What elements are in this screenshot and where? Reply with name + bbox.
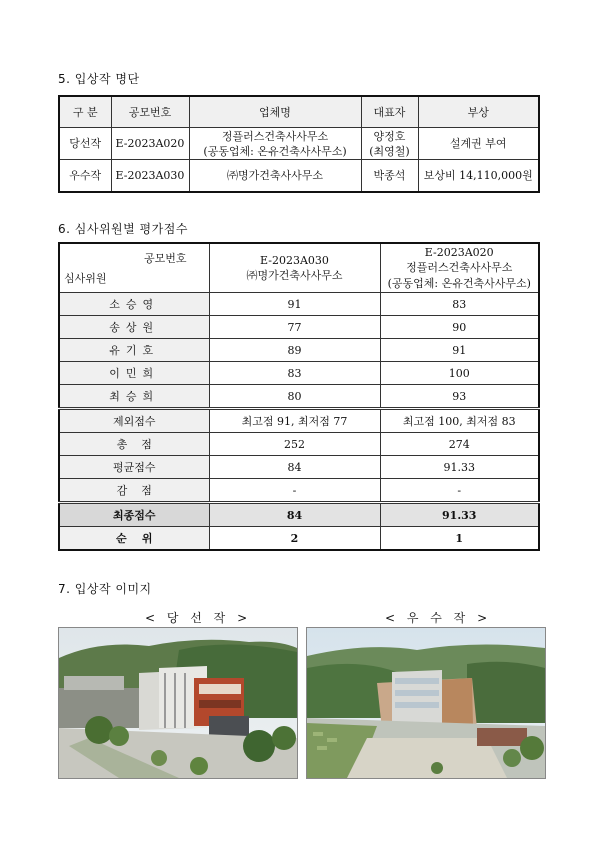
judge-name: 송상원	[59, 316, 209, 339]
section5-title: 5. 입상작 명단	[58, 72, 140, 86]
deduction-a: -	[209, 479, 380, 503]
section6-title: 6. 심사위원별 평가점수	[58, 222, 188, 236]
excluded-label: 제외점수	[59, 409, 209, 433]
excluded-row	[59, 409, 539, 433]
row-company	[189, 128, 361, 160]
row-prize: 설계권 부여	[418, 128, 539, 160]
corner-top-label: 공모번호	[143, 252, 187, 265]
rep-name: 양정호	[373, 129, 406, 143]
judge-row	[59, 339, 539, 362]
corner-header	[59, 243, 209, 293]
section7-title: 7. 입상작 이미지	[58, 582, 152, 596]
judge-row	[59, 293, 539, 316]
winner-rendering-image	[58, 627, 298, 779]
score-b: 100	[380, 362, 539, 385]
col-b-company-joint: (공동업체: 온유건축사사무소)	[387, 276, 531, 290]
total-label: 총 점	[59, 433, 209, 456]
total-a: 252	[209, 433, 380, 456]
row-category: 당선작	[59, 128, 111, 160]
table-row	[59, 160, 539, 193]
deduction-row	[59, 479, 539, 503]
judge-row	[59, 362, 539, 385]
rank-row	[59, 527, 539, 551]
row-number: E-2023A020	[111, 128, 189, 160]
judge-row	[59, 385, 539, 409]
row-representative: 박종석	[361, 160, 418, 193]
deduction-b: -	[380, 479, 539, 503]
scores-header-row	[59, 243, 539, 293]
scores-table	[58, 242, 540, 551]
corner-bottom-label: 심사위원	[64, 272, 107, 285]
average-b: 91.33	[380, 456, 539, 479]
final-label: 최종점수	[59, 503, 209, 527]
winners-table	[58, 95, 540, 193]
header-prize: 부상	[418, 96, 539, 128]
row-company: ㈜명가건축사사무소	[189, 160, 361, 193]
excellence-rendering-image	[306, 627, 546, 779]
judge-name: 소승영	[59, 293, 209, 316]
rank-b: 1	[380, 527, 539, 551]
col-a-company: ㈜명가건축사사무소	[246, 268, 343, 282]
excellence-image-caption: < 우 수 작 >	[385, 611, 492, 625]
row-number: E-2023A030	[111, 160, 189, 193]
judge-name: 최승희	[59, 385, 209, 409]
table-row	[59, 128, 539, 160]
score-b: 91	[380, 339, 539, 362]
company-name: 정플러스건축사사무소	[221, 129, 329, 143]
average-label: 평균점수	[59, 456, 209, 479]
final-row	[59, 503, 539, 527]
final-b: 91.33	[380, 503, 539, 527]
col-b-company: 정플러스건축사사무소	[406, 260, 513, 274]
score-a: 77	[209, 316, 380, 339]
rank-label: 순 위	[59, 527, 209, 551]
winner-image-caption: < 당 선 작 >	[145, 611, 252, 625]
col-b-number: E-2023A020	[424, 245, 494, 259]
col-header-a	[209, 243, 380, 293]
average-a: 84	[209, 456, 380, 479]
score-a: 83	[209, 362, 380, 385]
col-header-b	[380, 243, 539, 293]
score-b: 83	[380, 293, 539, 316]
score-a: 80	[209, 385, 380, 409]
deduction-label: 감 점	[59, 479, 209, 503]
excluded-b: 최고점 100, 최저점 83	[380, 409, 539, 433]
total-row	[59, 433, 539, 456]
total-b: 274	[380, 433, 539, 456]
row-prize: 보상비 14,110,000원	[418, 160, 539, 193]
average-row	[59, 456, 539, 479]
final-a: 84	[209, 503, 380, 527]
col-a-number: E-2023A030	[260, 253, 329, 267]
row-representative	[361, 128, 418, 160]
header-company: 업체명	[189, 96, 361, 128]
score-b: 93	[380, 385, 539, 409]
header-category: 구 분	[59, 96, 111, 128]
score-a: 89	[209, 339, 380, 362]
rank-a: 2	[209, 527, 380, 551]
excellence-rendering-illustration	[307, 628, 545, 778]
company-joint: (공동업체: 온유건축사사무소)	[203, 144, 347, 158]
judge-name: 유기호	[59, 339, 209, 362]
score-a: 91	[209, 293, 380, 316]
header-representative: 대표자	[361, 96, 418, 128]
row-category: 우수작	[59, 160, 111, 193]
winners-header-row	[59, 96, 539, 128]
judge-row	[59, 316, 539, 339]
excluded-a: 최고점 91, 최저점 77	[209, 409, 380, 433]
rep-joint: (최영철)	[369, 144, 410, 158]
header-number: 공모번호	[111, 96, 189, 128]
winner-rendering-illustration	[59, 628, 297, 778]
score-b: 90	[380, 316, 539, 339]
judge-name: 이민희	[59, 362, 209, 385]
